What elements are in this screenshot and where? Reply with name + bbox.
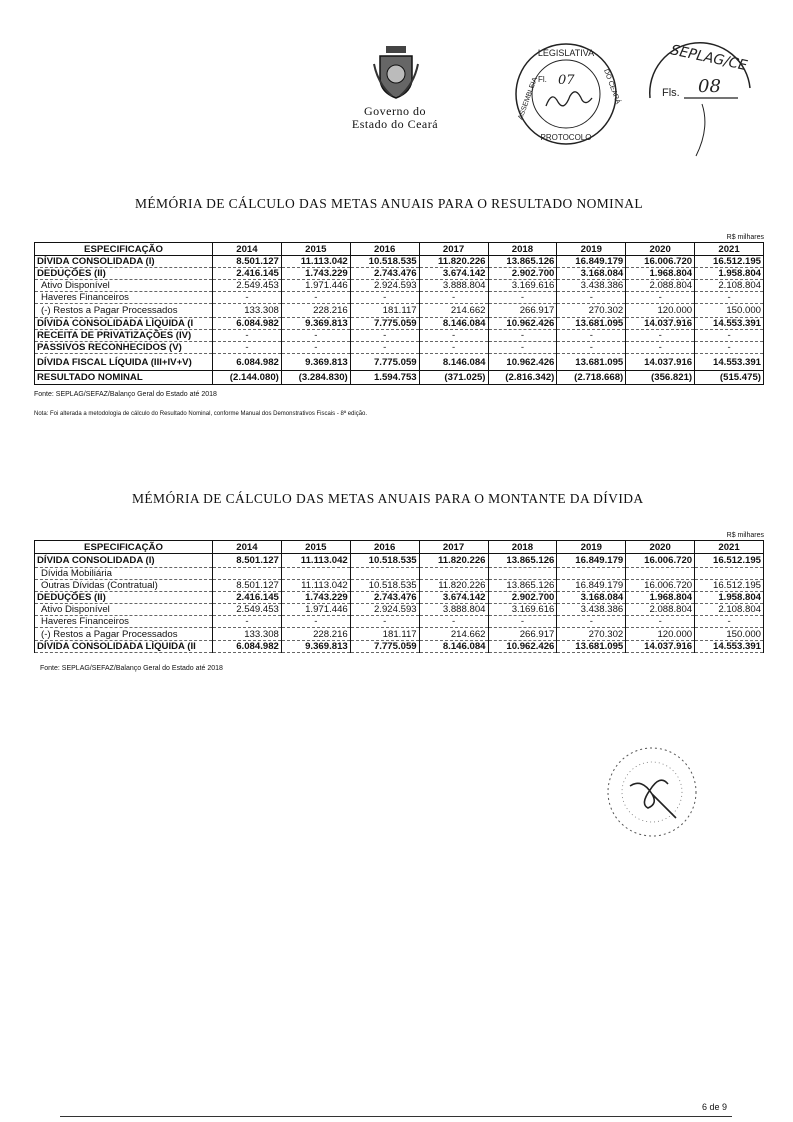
cell-value: 2.549.453 [213,604,282,616]
cell-value: 16.512.195 [695,554,764,568]
cell-value: 3.888.804 [419,280,488,292]
row-label: DEDUÇÕES (II) [35,592,213,604]
row-label: (-) Restos a Pagar Processados [35,304,213,318]
cell-value: 8.146.084 [419,318,488,330]
cell-value: - [213,342,282,354]
cell-value: 1.743.229 [281,268,350,280]
cell-value: - [488,330,557,342]
cell-value: 11.113.042 [281,580,350,592]
cell-value: 16.849.179 [557,580,626,592]
cell-value: 13.681.095 [557,318,626,330]
cell-value: 3.169.616 [488,280,557,292]
cell-value: - [488,342,557,354]
cell-value: 150.000 [695,628,764,641]
cell-value: - [695,292,764,304]
stamp-fl-label: Fl. [538,75,547,84]
cell-value: 10.518.535 [350,580,419,592]
row-label: Haveres Financeiros [35,616,213,628]
row-label: RESULTADO NOMINAL [35,371,213,385]
cell-value: 7.775.059 [350,318,419,330]
cell-value: 14.553.391 [695,318,764,330]
cell-value: 13.681.095 [557,641,626,653]
stamp-fl-value: 07 [558,73,575,88]
cell-value: - [557,342,626,354]
row-label: DÍVIDA CONSOLIDADA LÍQUIDA (II [35,641,213,653]
cell-value: 16.849.179 [557,256,626,268]
cell-value: 3.168.084 [557,592,626,604]
stamp-seplag-ring: SEPLAG/CE [669,42,749,75]
cell-value: 266.917 [488,628,557,641]
cell-value: 1.958.804 [695,268,764,280]
cell-value: 214.662 [419,628,488,641]
cell-value: - [626,292,695,304]
stamp-ring-right: DO CEARÁ [602,68,622,106]
cell-value: 120.000 [626,628,695,641]
header-year: 2019 [557,541,626,554]
cell-value: 9.369.813 [281,354,350,371]
footer-rule [60,1116,732,1117]
cell-value: 7.775.059 [350,354,419,371]
table-row [35,554,764,568]
cell-value: 1.971.446 [281,280,350,292]
cell-value: - [626,616,695,628]
cell-value: 16.512.195 [695,256,764,268]
cell-value: - [557,616,626,628]
cell-value: 3.438.386 [557,604,626,616]
stamp-ring-left: ASSEMBLEIA [517,76,540,121]
table-header-row [35,243,764,256]
cell-value: 2.549.453 [213,280,282,292]
cell-value: - [350,342,419,354]
cell-value: 8.501.127 [213,554,282,568]
cell-value: 9.369.813 [281,318,350,330]
table-row [35,568,764,580]
cell-value: 8.501.127 [213,580,282,592]
cell-value: 11.820.226 [419,554,488,568]
section1-unit: R$ milhares [726,234,764,241]
cell-value [281,568,350,580]
cell-value: 2.743.476 [350,592,419,604]
cell-value: 133.308 [213,304,282,318]
cell-value: 8.146.084 [419,354,488,371]
cell-value: 120.000 [626,304,695,318]
cell-value: 10.962.426 [488,354,557,371]
row-label: Haveres Financeiros [35,292,213,304]
cell-value: - [281,616,350,628]
cell-value: (2.816.342) [488,371,557,385]
cell-value: 150.000 [695,304,764,318]
cell-value: 2.924.593 [350,280,419,292]
cell-value: 10.518.535 [350,256,419,268]
header-year: 2014 [213,243,282,256]
table-row [35,304,764,318]
cell-value: 266.917 [488,304,557,318]
cell-value: - [419,342,488,354]
cell-value: - [695,616,764,628]
cell-value: (3.284.830) [281,371,350,385]
cell-value: 14.037.916 [626,318,695,330]
cell-value: - [213,616,282,628]
cell-value: 3.888.804 [419,604,488,616]
table-row [35,292,764,304]
cell-value [695,568,764,580]
table-row [35,580,764,592]
cell-value: 3.168.084 [557,268,626,280]
cell-value: 13.865.126 [488,554,557,568]
table-row [35,371,764,385]
cell-value: 16.006.720 [626,554,695,568]
protocol-round-stamp [596,742,708,842]
header-year: 2019 [557,243,626,256]
header-year: 2021 [695,243,764,256]
stamp-ring-bottom: PROTOCOLO [540,133,592,142]
cell-value: 1.971.446 [281,604,350,616]
cell-value: 16.006.720 [626,580,695,592]
cell-value: 3.674.142 [419,592,488,604]
cell-value: 6.084.982 [213,641,282,653]
cell-value: 270.302 [557,304,626,318]
cell-value: 2.088.804 [626,280,695,292]
cell-value: 270.302 [557,628,626,641]
cell-value: (371.025) [419,371,488,385]
header-year: 2016 [350,541,419,554]
cell-value: 3.674.142 [419,268,488,280]
stamp-ring-top: LEGISLATIVA [537,48,595,58]
cell-value: 2.108.804 [695,280,764,292]
cell-value: 2.743.476 [350,268,419,280]
row-label: DÍVIDA CONSOLIDADA (I) [35,256,213,268]
header-specification: ESPECIFICAÇÃO [35,541,213,554]
table-row [35,256,764,268]
row-label: DÍVIDA FISCAL LÍQUIDA (III+IV+V) [35,354,213,371]
cell-value: - [557,330,626,342]
header-year: 2015 [281,243,350,256]
table-row [35,280,764,292]
cell-value: 14.037.916 [626,641,695,653]
cell-value: - [419,292,488,304]
cell-value: - [213,292,282,304]
government-header [330,105,460,131]
row-label: DÍVIDA CONSOLIDADA LÍQUIDA (I [35,318,213,330]
cell-value: - [488,616,557,628]
cell-value: - [419,330,488,342]
cell-value: - [419,616,488,628]
cell-value: 1.968.804 [626,268,695,280]
table-row [35,592,764,604]
section1-note: Nota: Foi alterada a metodologia de cálculo do Resultado Nominal, conforme Manual dos Demonstrativos Fiscais - 8ª edição. [34,411,368,417]
row-label: (-) Restos a Pagar Processados [35,628,213,641]
section2-unit: R$ milhares [726,532,764,539]
row-label: Ativo Disponível [35,280,213,292]
section2-source: Fonte: SEPLAG/SEFAZ/Balanço Geral do Estado até 2018 [40,665,223,672]
cell-value: - [350,616,419,628]
cell-value: 16.006.720 [626,256,695,268]
cell-value: 7.775.059 [350,641,419,653]
table-row [35,616,764,628]
cell-value: - [626,342,695,354]
table-row [35,330,764,342]
gov-line-2: Estado do Ceará [351,117,439,131]
cell-value: 1.743.229 [281,592,350,604]
table-header-row [35,541,764,554]
cell-value: 2.416.145 [213,268,282,280]
cell-value: - [213,330,282,342]
header-year: 2017 [419,541,488,554]
signature-mark [546,92,592,106]
section1-title: MÉMÓRIA DE CÁLCULO DAS METAS ANUAIS PARA O RESULTADO NOMINAL [135,196,644,211]
gov-line-1: Governo do [364,104,426,118]
row-label: Ativo Disponível [35,604,213,616]
cell-value: 228.216 [281,304,350,318]
cell-value: 10.518.535 [350,554,419,568]
cell-value: - [350,330,419,342]
debt-amount-table [34,540,764,653]
cell-value: 2.108.804 [695,604,764,616]
cell-value: 2.924.593 [350,604,419,616]
cell-value: 10.962.426 [488,641,557,653]
section1-source: Fonte: SEPLAG/SEFAZ/Balanço Geral do Estado até 2018 [34,391,217,398]
header-year: 2020 [626,541,695,554]
row-label: RECEITA DE PRIVATIZAÇÕES (IV) [35,330,213,342]
header-year: 2015 [281,541,350,554]
cell-value: (2.718.668) [557,371,626,385]
header-year: 2017 [419,243,488,256]
cell-value: 16.512.195 [695,580,764,592]
cell-value: 228.216 [281,628,350,641]
cell-value [350,568,419,580]
stamp-fls-value: 08 [698,76,721,97]
cell-value: 10.962.426 [488,318,557,330]
row-label: PASSIVOS RECONHECIDOS (V) [35,342,213,354]
header-year: 2020 [626,243,695,256]
table-row [35,641,764,653]
cell-value: (515.475) [695,371,764,385]
assembly-protocol-stamp [506,40,626,150]
table-row [35,354,764,371]
nominal-result-table [34,242,764,385]
cell-value: 13.865.126 [488,256,557,268]
cell-value: 6.084.982 [213,318,282,330]
cell-value: (356.821) [626,371,695,385]
cell-value: - [695,342,764,354]
seplag-folio-stamp [640,18,760,158]
page-number: 6 de 9 [701,1102,727,1112]
header-year: 2018 [488,243,557,256]
cell-value: 3.438.386 [557,280,626,292]
cell-value: - [557,292,626,304]
cell-value: 181.117 [350,628,419,641]
cell-value: 11.113.042 [281,554,350,568]
cell-value: 3.169.616 [488,604,557,616]
table-row [35,342,764,354]
header-year: 2018 [488,541,557,554]
table-row [35,628,764,641]
cell-value [488,568,557,580]
cell-value: 16.849.179 [557,554,626,568]
header-year: 2021 [695,541,764,554]
cell-value: 2.902.700 [488,592,557,604]
cell-value: 13.865.126 [488,580,557,592]
row-label: Outras Dívidas (Contratual) [35,580,213,592]
state-crest-logo [372,44,420,100]
cell-value: 2.416.145 [213,592,282,604]
cell-value: 9.369.813 [281,641,350,653]
cell-value: 13.681.095 [557,354,626,371]
cell-value: 14.553.391 [695,354,764,371]
cell-value: - [281,342,350,354]
row-label: DÍVIDA CONSOLIDADA (I) [35,554,213,568]
cell-value [213,568,282,580]
header-year: 2016 [350,243,419,256]
cell-value: 6.084.982 [213,354,282,371]
cell-value: 8.501.127 [213,256,282,268]
cell-value: 11.113.042 [281,256,350,268]
cell-value: 2.902.700 [488,268,557,280]
cell-value: 1.968.804 [626,592,695,604]
cell-value: 133.308 [213,628,282,641]
cell-value [626,568,695,580]
cell-value: 1.594.753 [350,371,419,385]
cell-value: - [488,292,557,304]
cell-value: 214.662 [419,304,488,318]
cell-value: 11.820.226 [419,256,488,268]
table-row [35,318,764,330]
table-row [35,604,764,616]
header-year: 2014 [213,541,282,554]
cell-value: 14.037.916 [626,354,695,371]
cell-value: 11.820.226 [419,580,488,592]
table-row [35,268,764,280]
cell-value: - [281,330,350,342]
cell-value: (2.144.080) [213,371,282,385]
cell-value [557,568,626,580]
cell-value: 2.088.804 [626,604,695,616]
cell-value: - [350,292,419,304]
row-label: Dívida Mobiliária [35,568,213,580]
cell-value: - [695,330,764,342]
cell-value [419,568,488,580]
section2-title: MÉMÓRIA DE CÁLCULO DAS METAS ANUAIS PARA O MONTANTE DA DÍVIDA [132,491,644,506]
cell-value: 14.553.391 [695,641,764,653]
cell-value: 181.117 [350,304,419,318]
cell-value: 1.958.804 [695,592,764,604]
header-specification: ESPECIFICAÇÃO [35,243,213,256]
row-label: DEDUÇÕES (II) [35,268,213,280]
cell-value: - [626,330,695,342]
stamp-fls-label: Fls. [662,87,680,99]
cell-value: 8.146.084 [419,641,488,653]
cell-value: - [281,292,350,304]
